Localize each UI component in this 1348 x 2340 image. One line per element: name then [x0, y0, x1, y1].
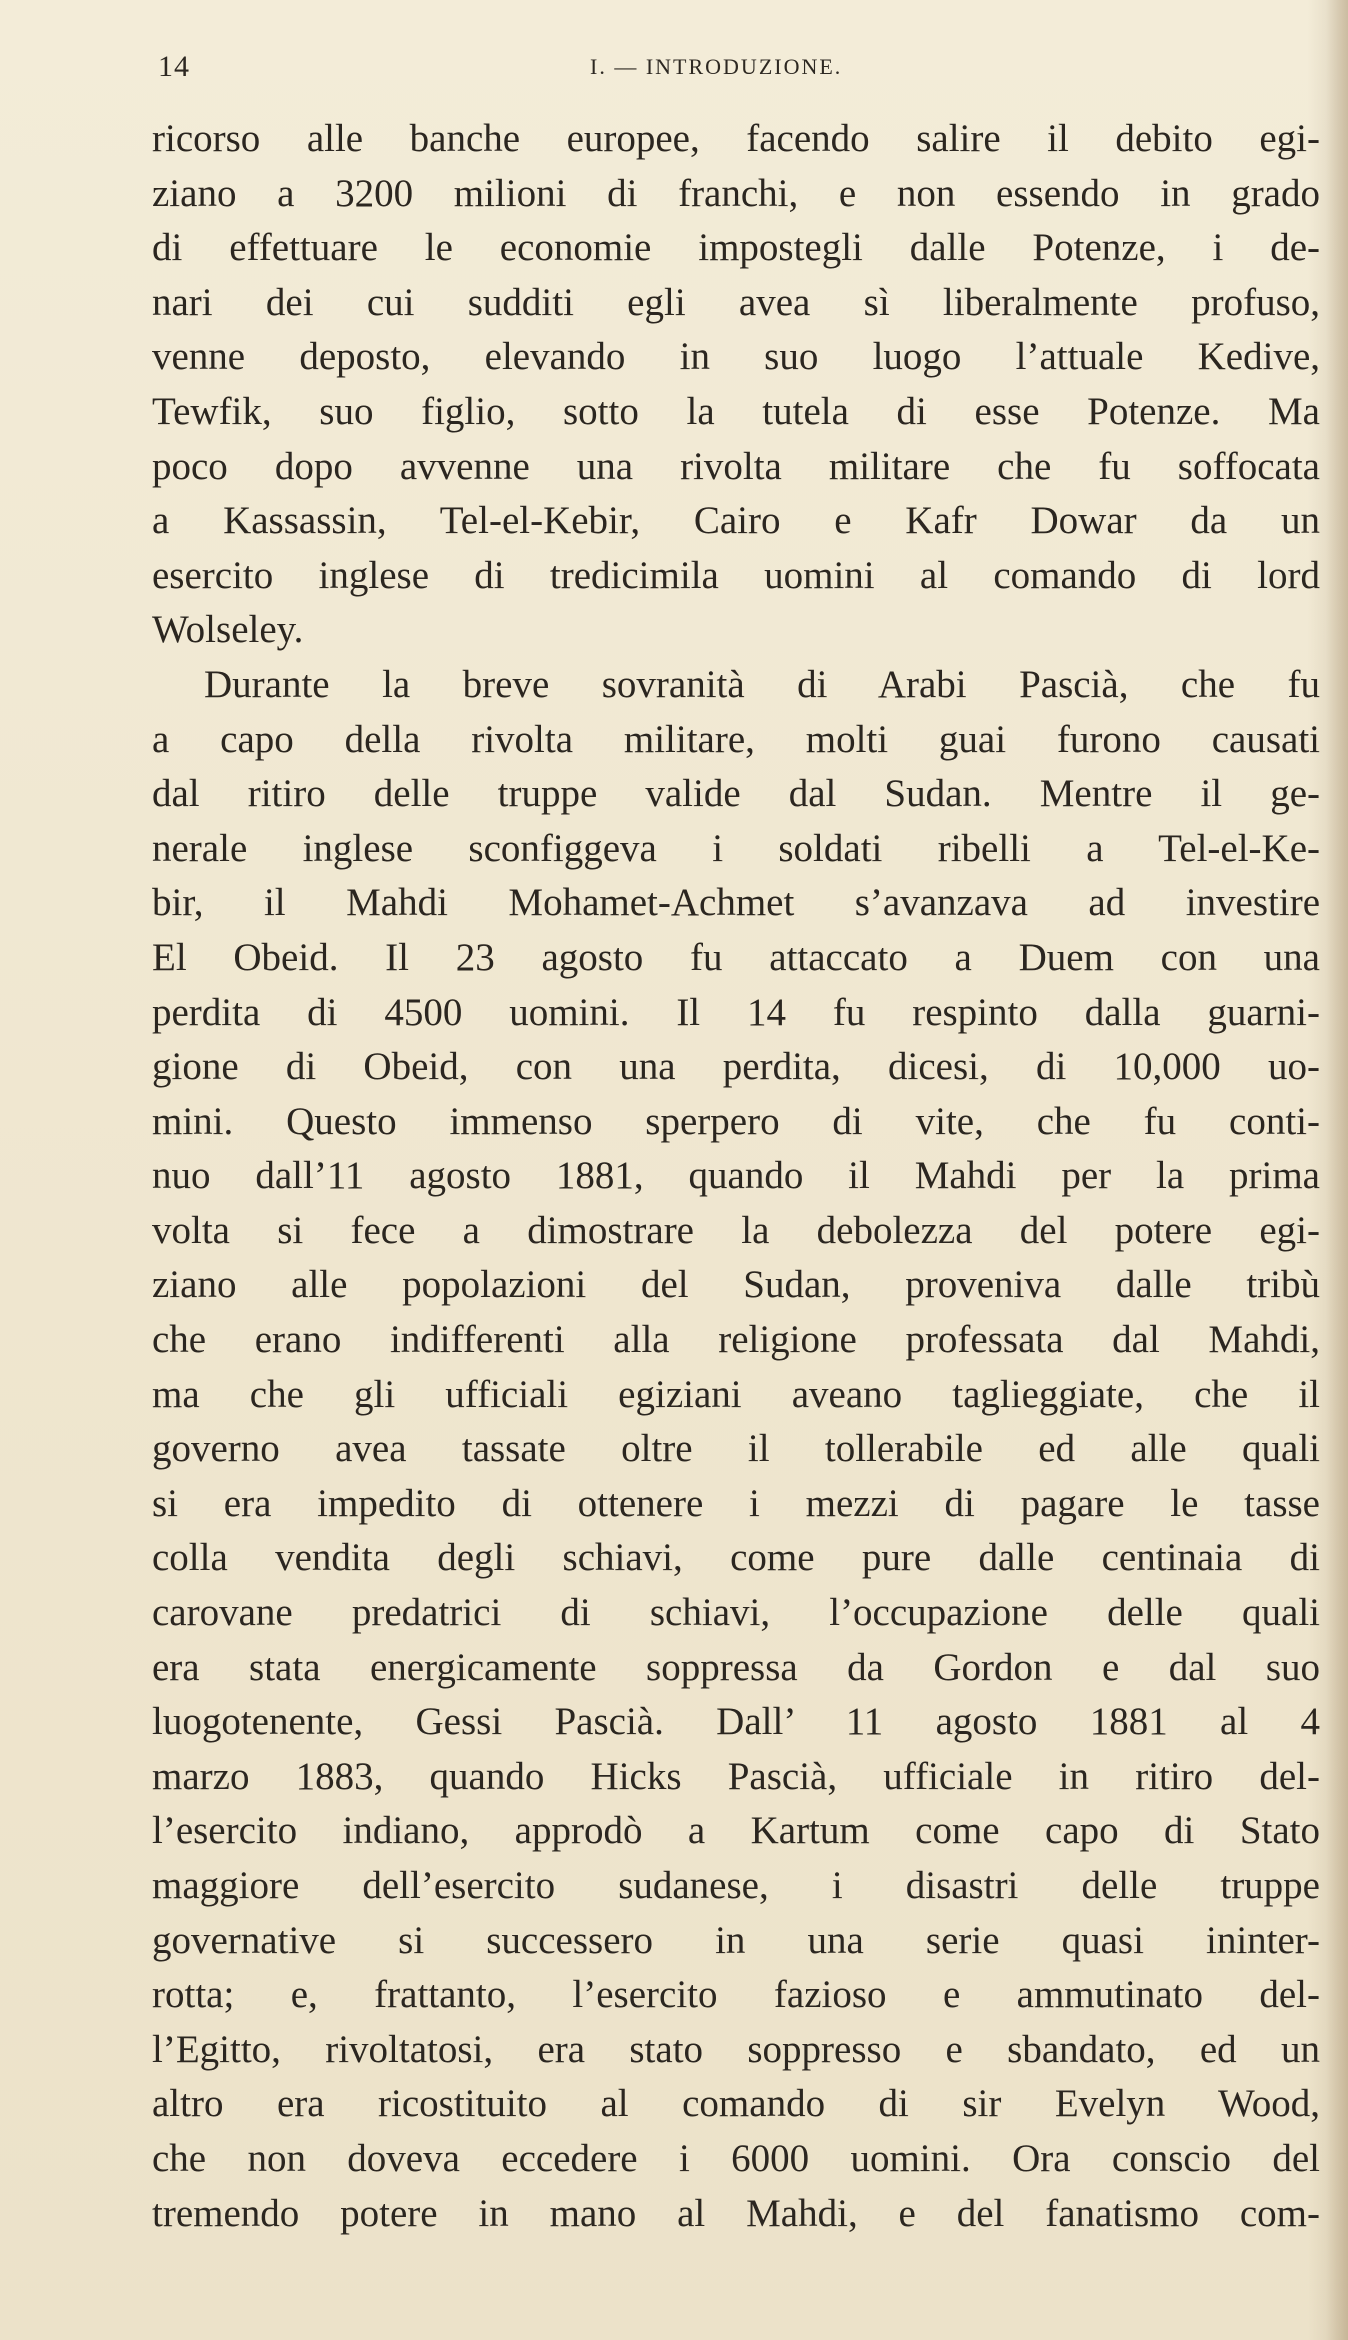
text-line: che non doveva eccedere i 6000 uomini. Ora conscio del: [152, 2136, 1320, 2180]
text-line: governo avea tassate oltre il tollerabile ed alle quali: [152, 1427, 1320, 1471]
text-line: volta si fece a dimostrare la debolezza del potere egi-: [152, 1208, 1320, 1252]
text-line: gione di Obeid, con una perdita, dicesi, di 10,000 uo-: [152, 1045, 1320, 1089]
text-line: l’esercito indiano, approdò a Kartum come capo di Stato: [152, 1809, 1320, 1853]
running-head: I. — INTRODUZIONE.: [590, 54, 843, 79]
paragraph-end-line: Wolseley.: [152, 608, 304, 652]
text-line: nuo dall’11 agosto 1881, quando il Mahdi per la prima: [152, 1154, 1320, 1198]
text-line: Tewfik, suo figlio, sotto la tutela di esse Potenze. Ma: [152, 389, 1320, 433]
text-line: che erano indifferenti alla religione professata dal Mahdi,: [152, 1318, 1320, 1362]
text-line: dal ritiro delle truppe valide dal Sudan. Mentre il ge-: [152, 772, 1320, 816]
text-line: marzo 1883, quando Hicks Pascià, ufficiale in ritiro del-: [152, 1754, 1320, 1798]
text-line: a capo della rivolta militare, molti guai furono causati: [152, 717, 1320, 761]
body-text: [152, 112, 1320, 2241]
text-line: ziano a 3200 milioni di franchi, e non essendo in grado: [152, 171, 1320, 215]
text-line: l’Egitto, rivoltatosi, era stato soppresso e sbandato, ed un: [152, 2027, 1320, 2071]
text-line: esercito inglese di tredicimila uomini al comando di lord: [152, 553, 1320, 597]
text-line: governative si successero in una serie quasi ininter-: [152, 1918, 1320, 1962]
text-line: perdita di 4500 uomini. Il 14 fu respinto dalla guarni-: [152, 990, 1320, 1034]
page-number: 14: [158, 50, 190, 83]
text-line: venne deposto, elevando in suo luogo l’attuale Kedive,: [152, 335, 1320, 379]
page-edge-shadow: [1326, 0, 1348, 2340]
text-line: si era impedito di ottenere i mezzi di pagare le tasse: [152, 1481, 1320, 1525]
text-line: rotta; e, frattanto, l’esercito fazioso e ammutinato del-: [152, 1973, 1320, 2017]
text-line: ziano alle popolazioni del Sudan, proveniva dalle tribù: [152, 1263, 1320, 1307]
text-line: mini. Questo immenso sperpero di vite, che fu conti-: [152, 1099, 1320, 1143]
text-line: di effettuare le economie impostegli dalle Potenze, i de-: [152, 226, 1320, 270]
text-line: nari dei cui sudditi egli avea sì liberalmente profuso,: [152, 280, 1320, 324]
text-line: maggiore dell’esercito sudanese, i disastri delle truppe: [152, 1864, 1320, 1907]
text-line: ma che gli ufficiali egiziani aveano taglieggiate, che il: [152, 1372, 1320, 1416]
text-line: poco dopo avvenne una rivolta militare che fu soffocata: [152, 444, 1320, 488]
text-line: colla vendita degli schiavi, come pure dalle centinaia di: [152, 1536, 1320, 1580]
text-line: carovane predatrici di schiavi, l’occupazione delle quali: [152, 1591, 1320, 1635]
paragraph-start-line: Durante la breve sovranità di Arabi Pascià, che fu: [204, 662, 1320, 706]
text-line: altro era ricostituito al comando di sir Evelyn Wood,: [152, 2082, 1320, 2126]
text-line: nerale inglese sconfiggeva i soldati ribelli a Tel-el-Ke-: [152, 826, 1320, 870]
text-line: era stata energicamente soppressa da Gordon e dal suo: [152, 1645, 1320, 1689]
text-line: El Obeid. Il 23 agosto fu attaccato a Duem con una: [152, 935, 1320, 979]
text-line: a Kassassin, Tel-el-Kebir, Cairo e Kafr Dowar da un: [152, 499, 1320, 543]
text-line: ricorso alle banche europee, facendo salire il debito egi-: [152, 117, 1320, 160]
text-line: bir, il Mahdi Mohamet-Achmet s’avanzava ad investire: [152, 881, 1320, 925]
text-line: tremendo potere in mano al Mahdi, e del fanatismo com-: [152, 2191, 1320, 2235]
page-header: [158, 50, 1310, 90]
text-line: luogotenente, Gessi Pascià. Dall’ 11 agosto 1881 al 4: [152, 1700, 1320, 1744]
